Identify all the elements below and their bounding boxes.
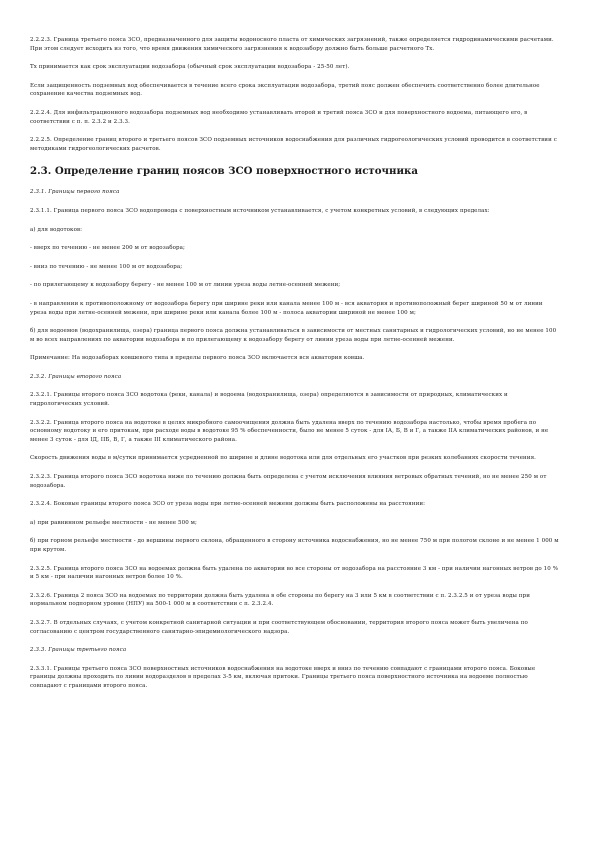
subheading-2-3-2: 2.3.2. Границы второго пояса xyxy=(30,373,122,380)
para-bucket: Примечание: На водозаборах ковшевого типа в пределы первого пояса ЗСО включается вся акватория ковша. xyxy=(30,355,365,362)
para-2-3-1-1: 2.3.1.1. Граница первого пояса ЗСО водопровода с поверхностным источником устанавливается, с учетом конкретных условий, в следующих пределах: xyxy=(30,207,490,214)
para-a: а) для водотоков: xyxy=(30,226,83,233)
para-2-2-2-4: 2.2.2.4. Для инфильтрационного водозабора подземных вод необходимо устанавливать второй и третий пояса ЗСО и для поверхностного водоема, питающего его, в соответствии с п. п. 2.3.2 и 2.3.3. xyxy=(30,109,528,125)
para-2-2-2-3: 2.2.2.3. Граница третьего пояса ЗСО, предназначенного для защиты водоносного пласта от химических загрязнений, также определяется гидродинамическими расчетами. При этом следует исходить из того, что время движения химического загрязнения к водозабору должно быть больше расчетного Тх. xyxy=(30,37,554,52)
para-downstream: - вниз по течению - не менее 100 м от водозабора; xyxy=(30,263,183,270)
para-2-3-2-6: 2.3.2.6. Граница 2 пояса ЗСО на водоемах по территории должна быть удалена в обе стороны по берегу на 3 или 5 км в соответствии с п. 2.3.2.5 и от уреза воды при нормальном подпорном уровне (НПУ) на 500-1 000 м в соответствии с п. 2.3.2.4. xyxy=(30,592,530,608)
para-upstream: - вверх по течению - не менее 200 м от водозабора; xyxy=(30,245,185,252)
para-2-3-2-3: 2.3.2.3. Граница второго пояса ЗСО водотока ниже по течению должна быть определена с учетом исключения влияния ветровых обратных течений, но не менее 250 м от водозабора. xyxy=(30,474,547,489)
para-flat: а) при равнинном рельефе местности - не менее 500 м; xyxy=(30,519,197,526)
para-2-3-2-7: 2.3.2.7. В отдельных случаях, с учетом конкретной санитарной ситуации и при соответствующем обосновании, территория второго пояса может быть увеличена по согласованию с центром государственного санитарно-эпидемиологического надзора. xyxy=(30,619,528,635)
subheading-2-3-3: 2.3.3. Границы третьего пояса xyxy=(30,647,127,654)
para-2-3-2-2: 2.3.2.2. Граница второго пояса на водотоке в целях микробного самоочищения должна быть удалена вверх по течению водозабора настолько, чтобы время пробега по основному водотоку и его притокам, при расходе воды в водотоке 95 % обеспеченности, было не менее 5 суток - для IА, Б, В и Г, а также IIА климатических районов, и не менее 3 суток - для IД, IIБ, В, Г, а также III климатического района. xyxy=(30,419,549,443)
para-b: б) для водоемов (водохранилища, озера) граница первого пояса должна устанавливаться в зависимости от местных санитарных и гидрологических условий, но не менее 100 м во всех направлениях по акватории водозабора и по прилегающему к водозабору берегу от линии уреза воды при летне-осенней межени. xyxy=(30,328,557,343)
para-2-3-2-1: 2.3.2.1. Границы второго пояса ЗСО водотока (реки, канала) и водоема (водохранилища, озера) определяются в зависимости от природных, климатических и гидрологических условий. xyxy=(30,392,508,408)
para-opposite-bank: - в направлении к противоположному от водозабора берегу при ширине реки или канала менее 100 м - вся акватория и противоположный берег шириной 50 м от линии уреза воды при летне-осенней межени, при ширине реки или канала более 100 м - полоса акватории шириной не менее 100 м; xyxy=(30,300,543,316)
para-speed: Скорость движения воды в м/сутки принимается усредненной по ширине и длине водотока или для отдельных его участков при резких колебаниях скорости течения. xyxy=(30,455,536,462)
para-2-3-2-4: 2.3.2.4. Боковые границы второго пояса ЗСО от уреза воды при летне-осенней межени должны быть расположены на расстоянии: xyxy=(30,501,426,508)
para-2-2-2-5: 2.2.2.5. Определение границ второго и третьего поясов ЗСО подземных источников водоснабжения для различных гидрогеологических условий проводится в соответствии с методиками гидрогеологических расчетов. xyxy=(30,137,557,152)
para-2-3-3-1: 2.3.3.1. Границы третьего пояса ЗСО поверхностных источников водоснабжения на водотоке вверх и вниз по течению совпадают с границами второго пояса. Боковые границы должны проходить по линии водоразделов в пределах 3-5 км, включая притоки. Границы третьего пояса поверхностного источника на водоеме полностью совпадают с границами второго пояса. xyxy=(30,665,536,689)
para-adjacent-bank: - по прилегающему к водозабору берегу - не менее 100 м от линии уреза воды летне-осенней межени; xyxy=(30,282,341,289)
para-2-3-2-5: 2.3.2.5. Граница второго пояса ЗСО на водоемах должна быть удалена по акватории во все стороны от водозабора на расстояние 3 км - при наличии нагонных ветров до 10 % и 5 км - при наличии нагонных ветров более 10 %. xyxy=(30,565,559,581)
section-heading-2-3: 2.3. Определение границ поясов ЗСО поверхностного источника xyxy=(30,165,418,178)
para-tx: Тх принимается как срок эксплуатации водозабора (обычный срок эксплуатации водозабора - 25-50 лет). xyxy=(30,64,350,71)
subheading-2-3-1: 2.3.1. Границы первого пояса xyxy=(30,189,120,196)
para-mountain: б) при горном рельефе местности - до вершины первого склона, обращенного в сторону источника водоснабжения, но не менее 750 м при пологом склоне и не менее 1 000 м при крутом. xyxy=(30,538,559,553)
para-no-protection: Если защищенность подземных вод обеспечивается в течение всего срока эксплуатации водозабора, третий пояс должен обеспечить соответственно более длительное сохранение качества подземных вод. xyxy=(30,82,540,98)
